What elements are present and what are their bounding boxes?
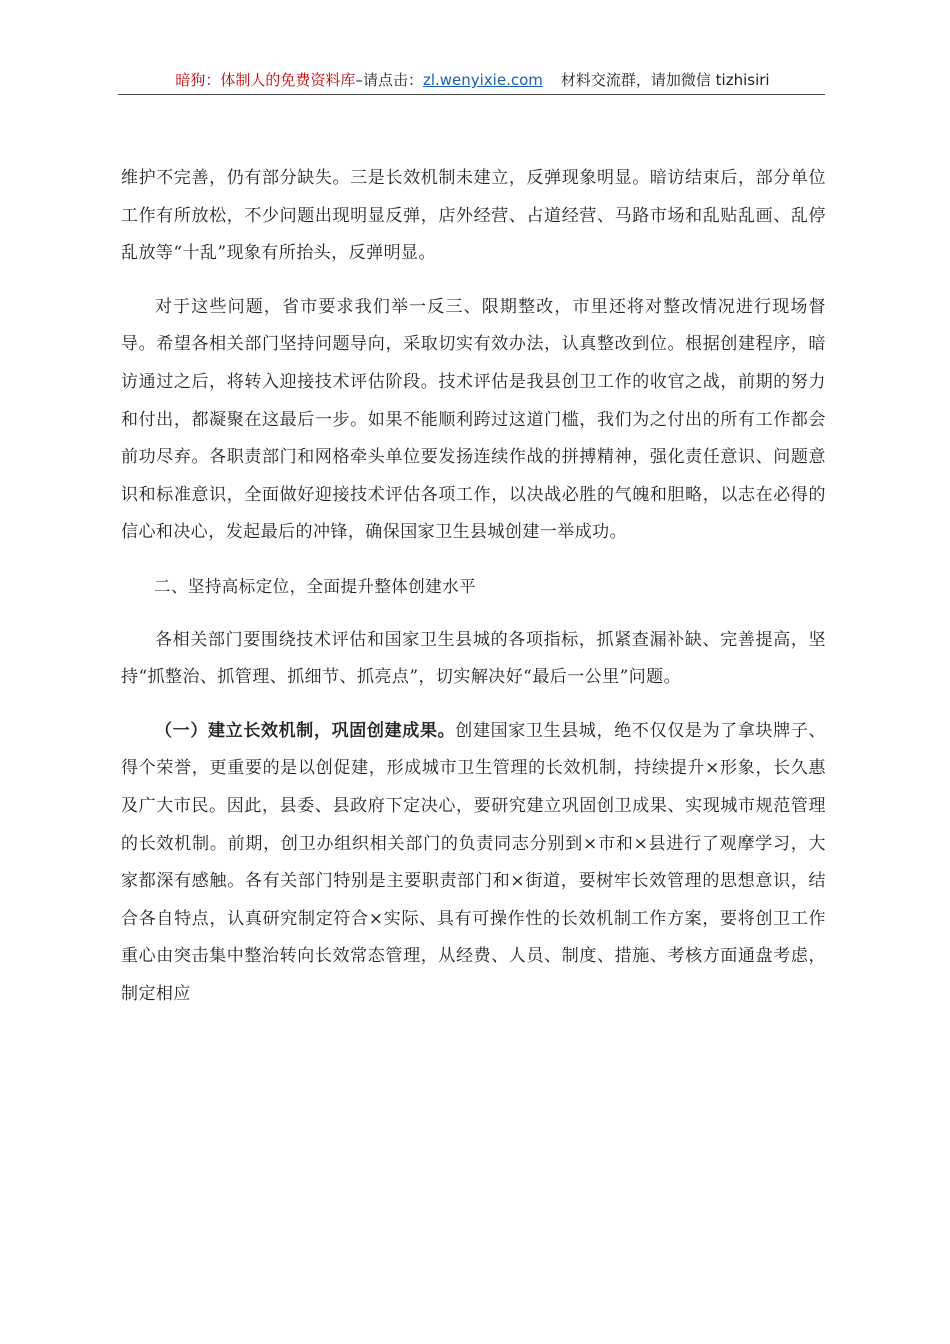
page-header <box>120 68 825 92</box>
paragraph-indicators: 各相关部门要围绕技术评估和国家卫生县城的各项指标，抓紧查漏补缺、完善提高，坚持“抓整治、抓管理、抓细节、抓亮点”，切实解决好“最后一公里”问题。 <box>121 629 826 688</box>
document-body <box>121 160 826 1029</box>
paragraph-long-term-mechanism <box>121 713 826 1014</box>
paragraph-rectification: 对于这些问题，省市要求我们举一反三、限期整改，市里还将对整改情况进行现场督导。希望各相关部门坚持问题导向，采取切实有效办法，认真整改到位。根据创建程序，暗访通过之后，将转入迎接技术评估阶段。技术评估是我县创卫工作的收官之战，前期的努力和付出，都凝聚在这最后一步。如果不能顺利跨过这道门槛，我们为之付出的所有工作都会前功尽弃。各职责部门和网格牵头单位要发扬连续作战的拼搏精神，强化责任意识、问题意识和标准意识，全面做好迎接技术评估各项工作，以决战必胜的气魄和胆略，以志在必得的信心和决心，发起最后的冲锋，确保国家卫生县城创建一举成功。 <box>121 296 826 543</box>
header-click-prompt: –请点击： <box>355 71 423 89</box>
header-website-link[interactable]: zl.wenyixie.com <box>422 71 543 89</box>
header-contact-text: 材料交流群，请加微信 tizhisiri <box>560 71 770 89</box>
subheading-long-term-mechanism: （一）建立长效机制，巩固创建成果。 <box>155 720 456 741</box>
header-divider <box>118 94 825 95</box>
paragraph-long-term-mechanism-text: 创建国家卫生县城，绝不仅仅是为了拿块牌子、得个荣誉，更重要的是以创促建，形成城市卫生管理的长效机制，持续提升×形象，长久惠及广大市民。因此，县委、县政府下定决心，要研究建立巩固创卫成果、实现城市规范管理的长效机制。前期，创卫办组织相关部门的负责同志分别到×市和×县进行了观摩学习，大家都深有感触。各有关部门特别是主要职责部门和×街道，要树牢长效管理的思想意识，结合各自特点，认真研究制定符合×实际、具有可操作性的长效机制工作方案，要将创卫工作重心由突击集中整治转向长效常态管理，从经费、人员、制度、措施、考核方面通盘考虑，制定相应 <box>121 720 826 1004</box>
header-source-name: 暗狗：体制人的免费资料库 <box>175 71 356 89</box>
paragraph-continuation: 维护不完善，仍有部分缺失。三是长效机制未建立，反弹现象明显。暗访结束后，部分单位工作有所放松，不少问题出现明显反弹，店外经营、占道经营、马路市场和乱贴乱画、乱停乱放等“十乱”现象有所抬头，反弹明显。 <box>121 168 826 264</box>
section-heading-2: 二、坚持高标定位，全面提升整体创建水平 <box>154 576 477 596</box>
